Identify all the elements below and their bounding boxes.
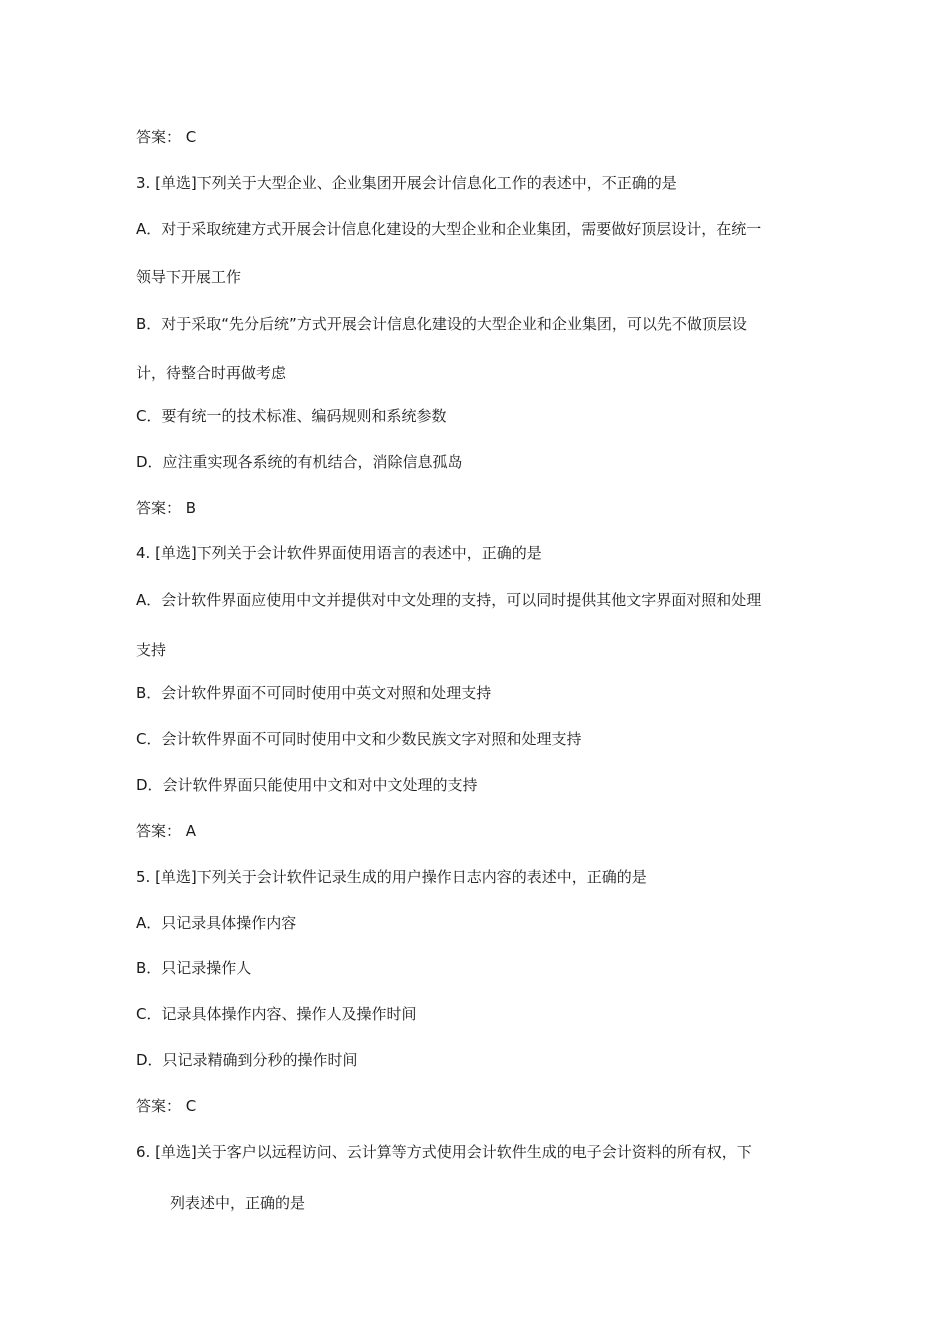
question-5-option-d: D．只记录精确到分秒的操作时间 [136,1051,358,1069]
question-3-option-a-continued: 领导下开展工作 [136,268,242,286]
question-3-stem: 3. [单选]下列关于大型企业、企业集团开展会计信息化工作的表述中，不正确的是 [136,174,677,192]
question-5-option-a: A．只记录具体操作内容 [136,914,297,932]
question-3-option-c: C．要有统一的技术标准、编码规则和系统参数 [136,407,447,425]
question-6-stem: 6. [单选]关于客户以远程访问、云计算等方式使用会计软件生成的电子会计资料的所有权，下 [136,1143,752,1161]
question-4-option-d: D．会计软件界面只能使用中文和对中文处理的支持 [136,776,478,794]
question-4-answer: 答案： A [136,822,197,840]
question-4-stem: 4. [单选]下列关于会计软件界面使用语言的表述中，正确的是 [136,544,542,562]
question-5-option-b: B．只记录操作人 [136,959,252,977]
question-6-stem-continued: 列表述中，正确的是 [170,1194,306,1212]
question-3-option-b: B．对于采取“先分后统”方式开展会计信息化建设的大型企业和企业集团，可以先不做顶层设 [136,315,747,333]
question-3-option-b-continued: 计，待整合时再做考虑 [136,364,287,382]
question-5-option-c: C．记录具体操作内容、操作人及操作时间 [136,1005,417,1023]
question-4-option-b: B．会计软件界面不可同时使用中英文对照和处理支持 [136,684,492,702]
question-3-option-d: D．应注重实现各系统的有机结合，消除信息孤岛 [136,453,463,471]
question-3-option-a: A．对于采取统建方式开展会计信息化建设的大型企业和企业集团，需要做好顶层设计，在统一 [136,220,762,238]
answer-line: 答案： C [136,128,197,146]
question-4-option-a-continued: 支持 [136,641,167,659]
question-4-option-a: A．会计软件界面应使用中文并提供对中文处理的支持，可以同时提供其他文字界面对照和处理 [136,591,762,609]
question-3-answer: 答案： B [136,499,197,517]
question-4-option-c: C．会计软件界面不可同时使用中文和少数民族文字对照和处理支持 [136,730,582,748]
question-5-stem: 5. [单选]下列关于会计软件记录生成的用户操作日志内容的表述中，正确的是 [136,868,647,886]
question-5-answer: 答案： C [136,1097,197,1115]
